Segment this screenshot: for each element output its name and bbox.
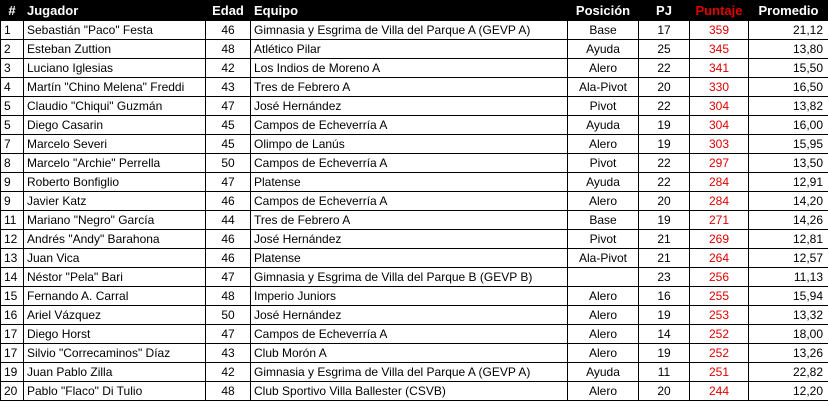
score-cell: 284 <box>690 173 749 192</box>
player-cell: Diego Casarin <box>24 116 206 135</box>
rank-cell: 7 <box>1 135 24 154</box>
age-cell: 48 <box>206 40 251 59</box>
age-cell: 44 <box>206 211 251 230</box>
games-cell: 19 <box>639 116 690 135</box>
player-cell: Roberto Bonfiglio <box>24 173 206 192</box>
average-cell: 21,12 <box>749 21 828 40</box>
average-cell: 12,20 <box>749 382 828 401</box>
games-cell: 19 <box>639 306 690 325</box>
position-cell: Ayuda <box>568 40 639 59</box>
table-row <box>1 173 828 192</box>
average-cell: 13,26 <box>749 344 828 363</box>
score-cell: 264 <box>690 249 749 268</box>
header-row <box>1 1 828 21</box>
team-cell: Campos de Echeverría A <box>251 325 568 344</box>
table-row <box>1 116 828 135</box>
games-cell: 21 <box>639 249 690 268</box>
team-cell: Los Indios de Moreno A <box>251 59 568 78</box>
average-cell: 12,81 <box>749 230 828 249</box>
table-row <box>1 21 828 40</box>
header-average: Promedio <box>749 1 828 21</box>
team-cell: Tres de Febrero A <box>251 211 568 230</box>
rank-cell: 4 <box>1 78 24 97</box>
games-cell: 20 <box>639 192 690 211</box>
team-cell: Club Sportivo Villa Ballester (CSVB) <box>251 382 568 401</box>
score-cell: 284 <box>690 192 749 211</box>
average-cell: 15,50 <box>749 59 828 78</box>
games-cell: 19 <box>639 135 690 154</box>
score-cell: 341 <box>690 59 749 78</box>
table-body <box>1 21 828 401</box>
score-cell: 304 <box>690 97 749 116</box>
rank-cell: 8 <box>1 154 24 173</box>
position-cell: Alero <box>568 344 639 363</box>
rank-cell: 15 <box>1 287 24 306</box>
rank-cell: 5 <box>1 97 24 116</box>
position-cell: Ayuda <box>568 363 639 382</box>
team-cell: Gimnasia y Esgrima de Villa del Parque A (GEVP A) <box>251 21 568 40</box>
player-cell: Pablo "Flaco" Di Tulio <box>24 382 206 401</box>
position-cell: Alero <box>568 287 639 306</box>
average-cell: 13,50 <box>749 154 828 173</box>
team-cell: José Hernández <box>251 306 568 325</box>
position-cell: Alero <box>568 59 639 78</box>
player-cell: Silvio "Correcaminos" Díaz <box>24 344 206 363</box>
average-cell: 16,50 <box>749 78 828 97</box>
position-cell: Ala-Pivot <box>568 249 639 268</box>
player-cell: Diego Horst <box>24 325 206 344</box>
team-cell: Atlético Pilar <box>251 40 568 59</box>
position-cell: Pivot <box>568 154 639 173</box>
score-cell: 255 <box>690 287 749 306</box>
games-cell: 11 <box>639 363 690 382</box>
score-cell: 359 <box>690 21 749 40</box>
age-cell: 47 <box>206 173 251 192</box>
player-cell: Marcelo Severi <box>24 135 206 154</box>
age-cell: 48 <box>206 287 251 306</box>
player-cell: Mariano "Negro" García <box>24 211 206 230</box>
team-cell: Campos de Echeverría A <box>251 154 568 173</box>
games-cell: 16 <box>639 287 690 306</box>
player-cell: Claudio "Chiqui" Guzmán <box>24 97 206 116</box>
position-cell: Ayuda <box>568 116 639 135</box>
rank-cell: 9 <box>1 173 24 192</box>
average-cell: 14,20 <box>749 192 828 211</box>
team-cell: Imperio Juniors <box>251 287 568 306</box>
table-row <box>1 230 828 249</box>
position-cell: Alero <box>568 306 639 325</box>
rank-cell: 5 <box>1 116 24 135</box>
player-cell: Ariel Vázquez <box>24 306 206 325</box>
player-cell: Martín "Chino Melena" Freddi <box>24 78 206 97</box>
table-row <box>1 192 828 211</box>
header-score: Puntaje <box>690 1 749 21</box>
games-cell: 22 <box>639 97 690 116</box>
team-cell: Campos de Echeverría A <box>251 192 568 211</box>
age-cell: 46 <box>206 249 251 268</box>
table-row <box>1 325 828 344</box>
player-cell: Luciano Iglesias <box>24 59 206 78</box>
age-cell: 43 <box>206 344 251 363</box>
table-row <box>1 249 828 268</box>
table-row <box>1 97 828 116</box>
header-player: Jugador <box>24 1 206 21</box>
score-cell: 256 <box>690 268 749 287</box>
age-cell: 42 <box>206 363 251 382</box>
games-cell: 19 <box>639 211 690 230</box>
position-cell: Pivot <box>568 230 639 249</box>
position-cell: Base <box>568 21 639 40</box>
score-cell: 269 <box>690 230 749 249</box>
table-row <box>1 306 828 325</box>
score-cell: 345 <box>690 40 749 59</box>
rank-cell: 20 <box>1 382 24 401</box>
age-cell: 46 <box>206 230 251 249</box>
games-cell: 20 <box>639 382 690 401</box>
rank-cell: 3 <box>1 59 24 78</box>
team-cell: Gimnasia y Esgrima de Villa del Parque A (GEVP A) <box>251 363 568 382</box>
team-cell: José Hernández <box>251 230 568 249</box>
rank-cell: 11 <box>1 211 24 230</box>
team-cell: Campos de Echeverría A <box>251 116 568 135</box>
table-row <box>1 211 828 230</box>
rank-cell: 13 <box>1 249 24 268</box>
average-cell: 16,00 <box>749 116 828 135</box>
games-cell: 23 <box>639 268 690 287</box>
age-cell: 45 <box>206 135 251 154</box>
games-cell: 25 <box>639 40 690 59</box>
team-cell: Gimnasia y Esgrima de Villa del Parque B (GEVP B) <box>251 268 568 287</box>
score-cell: 244 <box>690 382 749 401</box>
rank-cell: 17 <box>1 325 24 344</box>
rank-cell: 16 <box>1 306 24 325</box>
average-cell: 13,80 <box>749 40 828 59</box>
average-cell: 13,82 <box>749 97 828 116</box>
team-cell: Platense <box>251 249 568 268</box>
average-cell: 13,32 <box>749 306 828 325</box>
average-cell: 11,13 <box>749 268 828 287</box>
games-cell: 19 <box>639 344 690 363</box>
rank-cell: 14 <box>1 268 24 287</box>
average-cell: 15,95 <box>749 135 828 154</box>
table-row <box>1 59 828 78</box>
age-cell: 46 <box>206 21 251 40</box>
average-cell: 12,91 <box>749 173 828 192</box>
team-cell: José Hernández <box>251 97 568 116</box>
table-row <box>1 135 828 154</box>
table-row <box>1 382 828 401</box>
table-row <box>1 268 828 287</box>
games-cell: 17 <box>639 21 690 40</box>
average-cell: 18,00 <box>749 325 828 344</box>
age-cell: 46 <box>206 192 251 211</box>
position-cell: Ayuda <box>568 173 639 192</box>
position-cell: Ala-Pivot <box>568 78 639 97</box>
position-cell: Alero <box>568 325 639 344</box>
header-age: Edad <box>206 1 251 21</box>
player-cell: Sebastián "Paco" Festa <box>24 21 206 40</box>
games-cell: 14 <box>639 325 690 344</box>
table-row <box>1 344 828 363</box>
table-row <box>1 154 828 173</box>
table-row <box>1 287 828 306</box>
score-cell: 252 <box>690 325 749 344</box>
score-cell: 271 <box>690 211 749 230</box>
header-position: Posición <box>568 1 639 21</box>
average-cell: 15,94 <box>749 287 828 306</box>
games-cell: 21 <box>639 230 690 249</box>
average-cell: 14,26 <box>749 211 828 230</box>
player-cell: Javier Katz <box>24 192 206 211</box>
team-cell: Tres de Febrero A <box>251 78 568 97</box>
average-cell: 22,82 <box>749 363 828 382</box>
team-cell: Club Morón A <box>251 344 568 363</box>
games-cell: 22 <box>639 154 690 173</box>
age-cell: 50 <box>206 154 251 173</box>
player-cell: Fernando A. Carral <box>24 287 206 306</box>
position-cell: Alero <box>568 135 639 154</box>
age-cell: 47 <box>206 325 251 344</box>
age-cell: 47 <box>206 268 251 287</box>
header-games: PJ <box>639 1 690 21</box>
rank-cell: 9 <box>1 192 24 211</box>
average-cell: 12,57 <box>749 249 828 268</box>
score-cell: 251 <box>690 363 749 382</box>
player-cell: Esteban Zuttion <box>24 40 206 59</box>
player-cell: Néstor "Pela" Bari <box>24 268 206 287</box>
player-cell: Juan Vica <box>24 249 206 268</box>
position-cell: Pivot <box>568 97 639 116</box>
age-cell: 45 <box>206 116 251 135</box>
position-cell <box>568 268 639 287</box>
rank-cell: 19 <box>1 363 24 382</box>
position-cell: Alero <box>568 192 639 211</box>
score-cell: 303 <box>690 135 749 154</box>
score-cell: 330 <box>690 78 749 97</box>
age-cell: 48 <box>206 382 251 401</box>
games-cell: 22 <box>639 59 690 78</box>
score-cell: 297 <box>690 154 749 173</box>
header-rank: # <box>1 1 24 21</box>
rank-cell: 12 <box>1 230 24 249</box>
rank-cell: 17 <box>1 344 24 363</box>
header-team: Equipo <box>251 1 568 21</box>
age-cell: 50 <box>206 306 251 325</box>
score-cell: 304 <box>690 116 749 135</box>
player-cell: Marcelo "Archie" Perrella <box>24 154 206 173</box>
team-cell: Olimpo de Lanús <box>251 135 568 154</box>
position-cell: Base <box>568 211 639 230</box>
games-cell: 20 <box>639 78 690 97</box>
score-cell: 252 <box>690 344 749 363</box>
table-row <box>1 78 828 97</box>
table-row <box>1 363 828 382</box>
rank-cell: 1 <box>1 21 24 40</box>
age-cell: 42 <box>206 59 251 78</box>
player-cell: Andrés "Andy" Barahona <box>24 230 206 249</box>
age-cell: 47 <box>206 97 251 116</box>
player-cell: Juan Pablo Zilla <box>24 363 206 382</box>
rank-cell: 2 <box>1 40 24 59</box>
games-cell: 22 <box>639 173 690 192</box>
team-cell: Platense <box>251 173 568 192</box>
age-cell: 43 <box>206 78 251 97</box>
position-cell: Alero <box>568 382 639 401</box>
score-cell: 253 <box>690 306 749 325</box>
table-row <box>1 40 828 59</box>
